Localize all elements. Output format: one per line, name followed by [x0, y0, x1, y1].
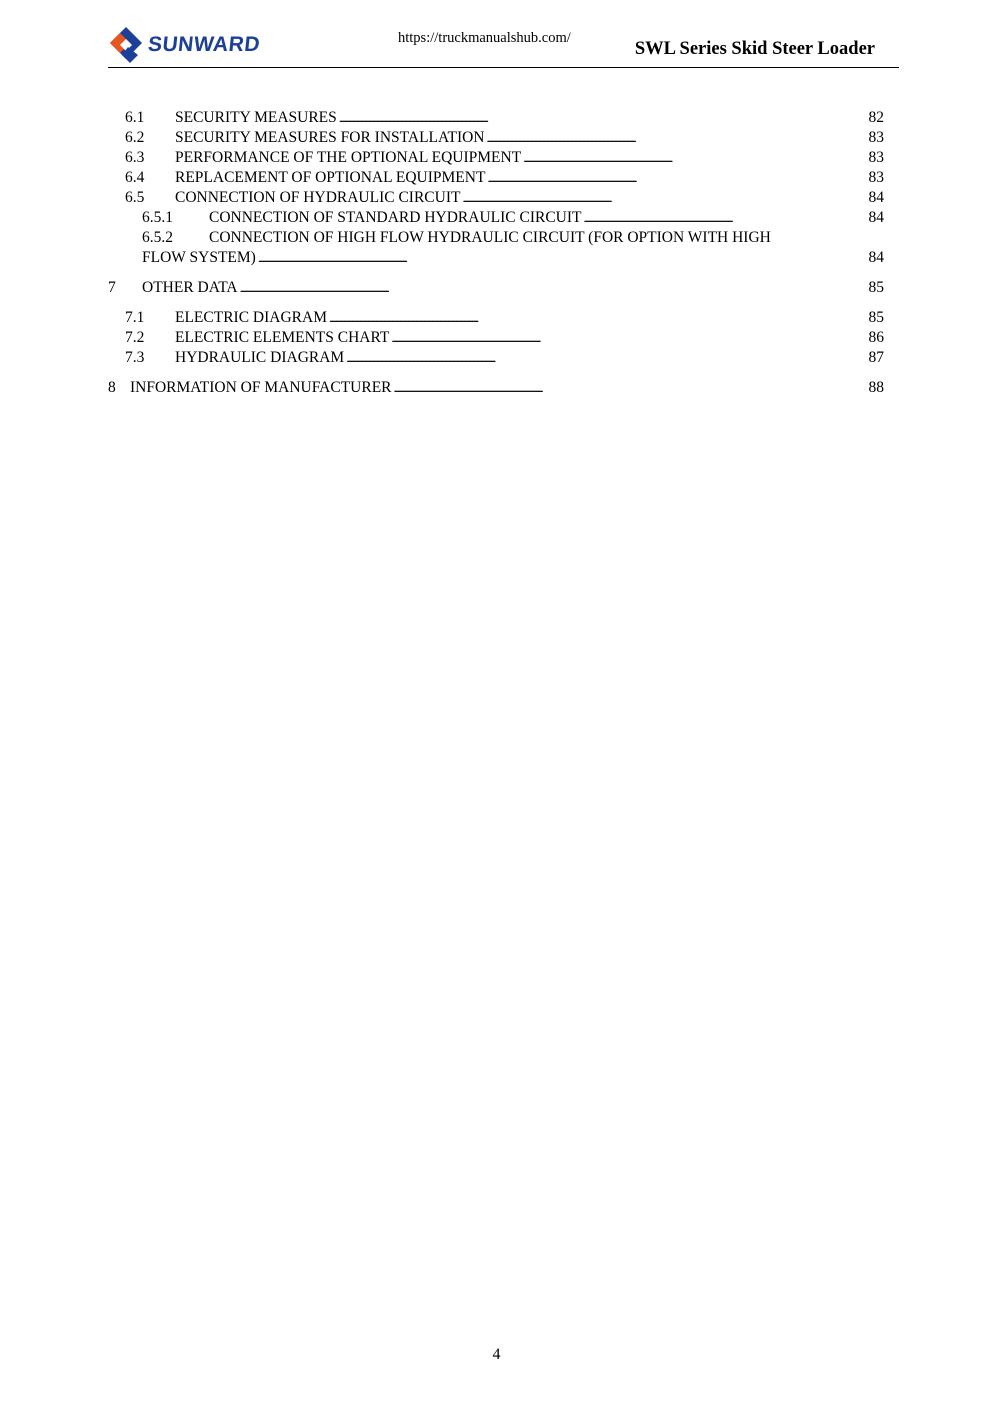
toc-entry-page: 84: [868, 209, 884, 226]
toc-leader-dots: [583, 208, 864, 228]
toc-entry-page: 88: [868, 379, 884, 396]
sunward-logo: [108, 23, 260, 67]
toc-entry-page: 83: [868, 149, 884, 166]
logo-text: SUNWARD: [146, 33, 262, 56]
toc-entry-title: PERFORMANCE OF THE OPTIONAL EQUIPMENT: [175, 149, 522, 166]
spacer: [108, 268, 884, 278]
toc-entry-number: 7.2: [125, 329, 145, 346]
toc-leader-dots: [487, 128, 865, 148]
toc-entry-title: CONNECTION OF HIGH FLOW HYDRAULIC CIRCUIT (FOR OPTION WITH HIGH: [209, 229, 771, 246]
toc-entry[interactable]: [108, 128, 884, 148]
toc-leader-dots: [391, 328, 864, 348]
toc-entry-number: 7.3: [125, 349, 145, 366]
header-divider: [108, 67, 899, 68]
toc-entry-number: 6.1: [125, 109, 145, 126]
toc-entry-page: 82: [868, 109, 884, 126]
toc-leader-dots: [339, 108, 864, 128]
toc-entry-page: 87: [868, 349, 884, 366]
toc-leader-dots: [258, 248, 864, 268]
toc-entry[interactable]: [108, 168, 884, 188]
toc-leader-dots: [462, 188, 864, 208]
toc-entry[interactable]: [108, 348, 884, 368]
toc-entry[interactable]: [108, 228, 884, 248]
toc-entry-page: 84: [868, 189, 884, 206]
toc-entry-title: ELECTRIC ELEMENTS CHART: [175, 329, 390, 346]
toc-entry-number: 8: [108, 379, 116, 396]
toc-entry-number: 6.5: [125, 189, 145, 206]
toc-entry-title: OTHER DATA: [142, 279, 238, 296]
toc-entry-page: 83: [868, 169, 884, 186]
toc-leader-dots: [240, 278, 864, 298]
toc-entry[interactable]: [108, 378, 884, 398]
toc-entry-title: INFORMATION OF MANUFACTURER: [130, 379, 392, 396]
toc-entry-title: SECURITY MEASURES: [175, 109, 337, 126]
toc-entry-number: 6.3: [125, 149, 145, 166]
toc-entry-page: 85: [868, 279, 884, 296]
toc-entry-page: 84: [868, 249, 884, 266]
toc-entry-title-continued: FLOW SYSTEM): [142, 249, 256, 266]
site-url[interactable]: https://truckmanualshub.com/: [398, 30, 571, 46]
toc-entry[interactable]: [108, 278, 884, 298]
toc-entry-title: ELECTRIC DIAGRAM: [175, 309, 327, 326]
toc-entry-title: CONNECTION OF HYDRAULIC CIRCUIT: [175, 189, 461, 206]
toc-entry-title: SECURITY MEASURES FOR INSTALLATION: [175, 129, 485, 146]
toc-leader-dots: [487, 168, 864, 188]
toc-entry[interactable]: [108, 208, 884, 228]
toc-entry-number: 7: [108, 279, 116, 296]
toc-entry-number: 6.5.1: [142, 209, 173, 226]
sunward-logo-mark-icon: [108, 25, 144, 65]
toc-entry-number: 6.4: [125, 169, 145, 186]
toc-entry-number: 7.1: [125, 309, 145, 326]
toc-leader-dots: [346, 348, 864, 368]
toc-entry[interactable]: [108, 328, 884, 348]
toc-entry-number: 6.2: [125, 129, 145, 146]
toc-leader-dots: [394, 378, 864, 398]
page-number: 4: [492, 1346, 501, 1363]
toc-entry-page: 85: [868, 309, 884, 326]
document-title: SWL Series Skid Steer Loader: [634, 39, 875, 59]
toc-entry-title: CONNECTION OF STANDARD HYDRAULIC CIRCUIT: [209, 209, 582, 226]
toc-entry-page: 83: [868, 129, 884, 146]
table-of-contents: [108, 108, 884, 398]
page-header: [108, 18, 899, 68]
toc-entry[interactable]: [108, 108, 884, 128]
toc-entry[interactable]: [108, 188, 884, 208]
toc-leader-dots: [329, 308, 864, 328]
toc-entry-title: HYDRAULIC DIAGRAM: [175, 349, 345, 366]
toc-leader-dots: [523, 148, 864, 168]
toc-entry[interactable]: [108, 308, 884, 328]
spacer: [108, 298, 884, 308]
toc-entry-number: 6.5.2: [142, 229, 173, 246]
toc-entry-title: REPLACEMENT OF OPTIONAL EQUIPMENT: [175, 169, 486, 186]
toc-entry-page: 86: [868, 329, 884, 346]
toc-entry-continuation[interactable]: [108, 248, 884, 268]
spacer: [108, 368, 884, 378]
toc-entry[interactable]: [108, 148, 884, 168]
